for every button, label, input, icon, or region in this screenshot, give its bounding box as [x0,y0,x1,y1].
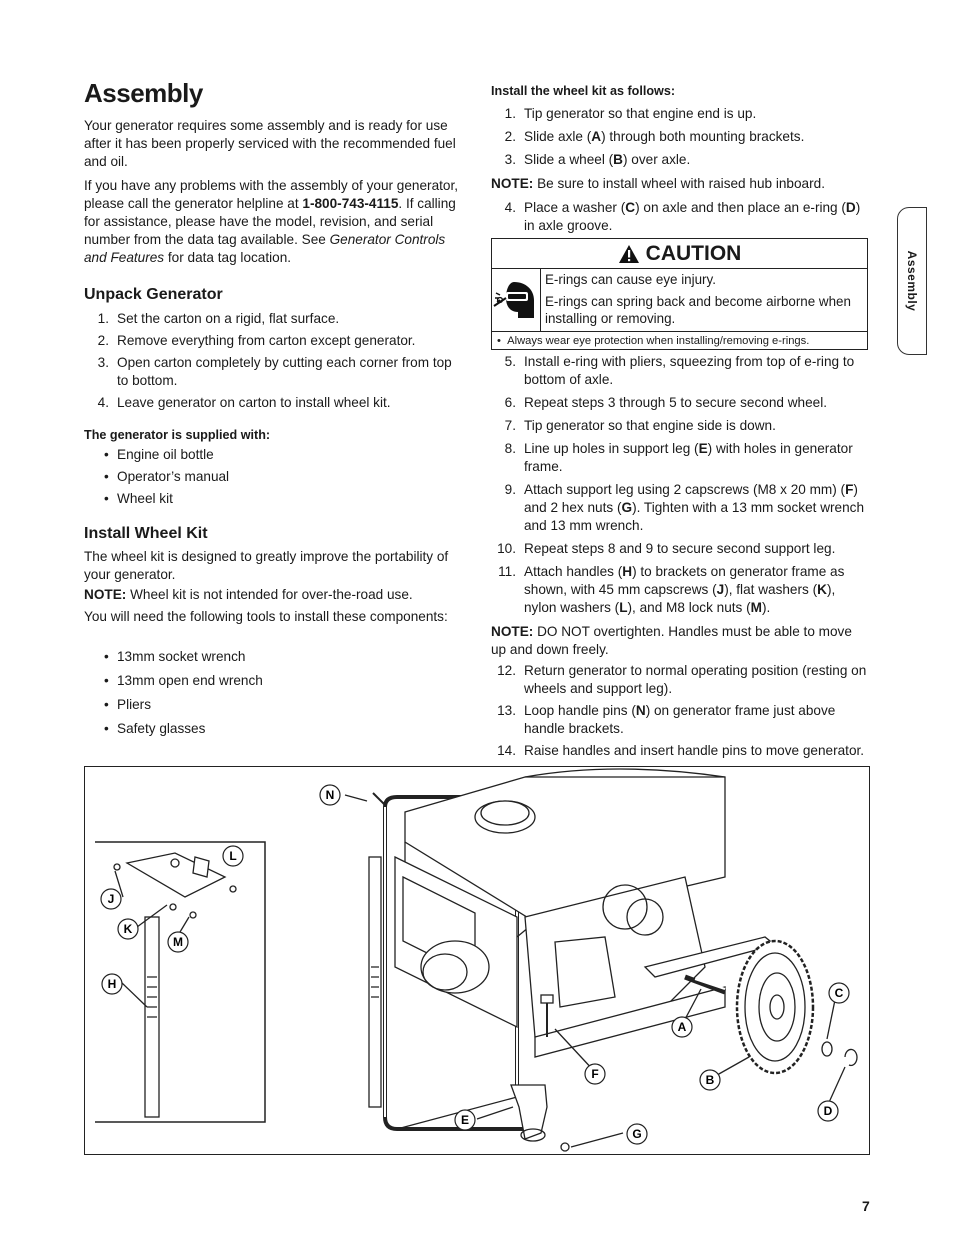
svg-text:H: H [107,977,117,991]
list-item: 7. Tip generator so that engine side is down. [504,418,776,433]
svg-text:B: B [705,1073,715,1087]
svg-text:D: D [823,1104,833,1118]
supplied-heading: The generator is supplied with: [84,428,271,442]
list-item: 6. Repeat steps 3 through 5 to secure second wheel. [504,395,828,410]
helpline-paragraph: If you have any problems with the assembly of your generator, please call the generator helpline at 1-800-743-4115. If calling for assistance, please have the model, revision, and serial number from the data tag available. See Generator Controls and Features for data tag location. [84,178,459,265]
svg-text:A: A [677,1020,687,1034]
callout-j [101,889,121,909]
install-steps-4 [491,662,871,760]
caution-header [492,239,867,269]
section-tab-label: Assembly [905,250,919,312]
list-item: 1. Tip generator so that engine end is up. [504,106,757,121]
list-item: 13. Loop handle pins (N) on generator frame just above handle brackets. [497,703,836,736]
callout-a [672,1017,692,1037]
list-item: • Operator’s manual [103,468,229,486]
caution-body [492,269,867,332]
caution-line-1: E-rings can cause eye injury. [545,272,716,287]
intro-paragraph: Your generator requires some assembly and is ready for use after it has been properly serviced with the recommended fuel and oil. [84,118,456,169]
svg-text:K: K [123,922,133,936]
list-item: 3. Open carton completely by cutting each corner from top to bottom. [97,355,452,388]
svg-text:C: C [834,986,844,1000]
list-item: • Safety glasses [103,720,263,738]
svg-text:E: E [460,1113,470,1127]
list-item: 4. Place a washer (C) on axle and then place an e-ring (D) in axle groove. [504,200,861,233]
tools-intro: You will need the following tools to install these components: [84,609,448,624]
list-item: 2. Slide axle (A) through both mounting brackets. [504,129,805,144]
install-note-2: NOTE: DO NOT overtighten. Handles must be able to move up and down freely. [491,624,852,657]
tools-list [103,648,263,738]
section-tab [897,207,927,355]
list-item: 5. Install e-ring with pliers, squeezing from top of e-ring to bottom of axle. [504,354,855,387]
svg-text:M: M [173,935,183,949]
callout-labels [85,767,870,1155]
caution-label: CAUTION [645,241,742,265]
list-item: • Pliers [103,696,263,714]
caution-footnote: • Always wear eye protection when installing/removing e-rings. [497,335,810,347]
caution-line-2: E-rings can spring back and become airborne when installing or removing. [545,294,851,326]
callout-l [223,846,243,866]
install-steps-1 [491,105,867,169]
unpack-heading: Unpack Generator [84,286,223,303]
warning-triangle-icon [618,244,640,264]
install-note-1: NOTE: Be sure to install wheel with raised hub inboard. [491,176,825,191]
unpack-steps [84,310,454,412]
caution-box [491,238,868,350]
list-item: 8. Line up holes in support leg (E) with holes in generator frame. [504,441,853,474]
svg-text:L: L [229,849,237,863]
install-heading: Install the wheel kit as follows: [491,84,676,98]
svg-text:N: N [325,788,335,802]
list-item: 9. Attach support leg using 2 capscrews (M8 x 20 mm) (F) and 2 hex nuts (G). Tighten with a 13 mm socket wrench and 13 mm wrench. [504,482,865,533]
assembly-illustration [84,766,870,1155]
install-steps-3 [491,353,867,617]
list-item: 4. Leave generator on carton to install wheel kit. [97,395,391,410]
svg-text:G: G [632,1127,642,1141]
list-item: 1. Set the carton on a rigid, flat surface. [97,311,340,326]
wheel-kit-paragraph: The wheel kit is designed to greatly improve the portability of your generator. [84,549,449,582]
list-item: 3. Slide a wheel (B) over axle. [504,152,691,167]
supplied-list [103,446,229,508]
page-title: Assembly [84,78,203,108]
list-item: 10. Repeat steps 8 and 9 to secure second support leg. [497,541,836,556]
callout-b [700,1070,720,1090]
callout-c [829,983,849,1003]
install-steps-2 [491,199,867,235]
callout-k [118,919,138,939]
list-item: • 13mm socket wrench [103,648,263,666]
list-item: 11. Attach handles (H) to brackets on generator frame as shown, with 45 mm capscrews (J), flat washers (K), nylon washers (L), and M8 lock nuts (M). [498,564,845,615]
list-item: 14. Raise handles and insert handle pins to move generator. [497,743,865,758]
list-item: 12. Return generator to normal operating position (resting on wheels and support leg). [497,663,867,696]
page-number: 7 [862,1198,870,1214]
list-item: • Wheel kit [103,490,229,508]
callout-n [320,785,340,805]
list-item: • Engine oil bottle [103,446,229,464]
list-item: 2. Remove everything from carton except generator. [97,333,416,348]
wheel-kit-note: NOTE: Wheel kit is not intended for over-the-road use. [84,587,413,602]
callout-g [627,1124,647,1144]
controls-reference: Generator Controls and Features [84,232,446,265]
callout-d [818,1101,838,1121]
helpline-phone: 1-800-743-4115 [302,196,399,211]
list-item: • 13mm open end wrench [103,672,263,690]
svg-text:F: F [591,1067,599,1081]
wheel-kit-heading: Install Wheel Kit [84,525,208,542]
callout-e [455,1110,475,1130]
callout-h [102,974,122,994]
callout-m [168,932,188,952]
callout-f [585,1064,605,1084]
eye-injury-icon [492,269,541,331]
svg-text:J: J [107,892,115,906]
caution-text [541,269,867,331]
